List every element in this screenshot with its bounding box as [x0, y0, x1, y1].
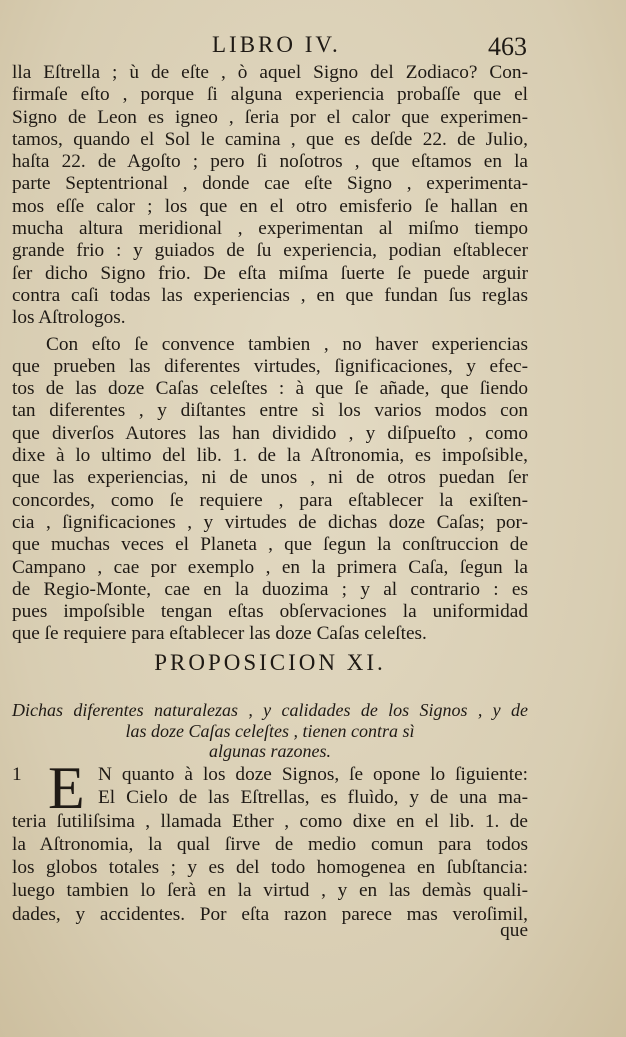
text-line: Dichas diferentes naturalezas , y calidades de los Signos , y de — [12, 700, 528, 720]
section-1 — [12, 755, 528, 926]
text-line: cia , ſignificaciones , y virtudes de dichas doze Caſas; por- — [12, 511, 528, 533]
proposition-summary — [12, 700, 528, 762]
text-line: dixe à lo ultimo del lib. 1. de la Aſtronomia, es impoſsible, — [12, 445, 528, 467]
text-line: tan diferentes , y diſtantes entre sì los varios modos con — [12, 400, 528, 422]
text-line: la Aſtronomia, la qual ſirve de medio comun para todos — [12, 833, 528, 855]
text-line: Con eſto ſe convence tambien , no haver experiencias — [46, 333, 528, 355]
text-line: contra caſi todas las experiencias , en que fundan ſus reglas — [12, 284, 528, 306]
text-line: que ſe requiere para eſtablecer las doze Caſas celeſtes. — [12, 623, 427, 645]
text-line: tamos, quando el Sol le camina , que es deſde 22. de Julio, — [12, 128, 528, 150]
text-line: tos de las doze Caſas celeſtes : à que ſe añade, que ſiendo — [12, 378, 528, 400]
text-line: algunas razones. — [208, 741, 331, 761]
text-line: firmaſe eſto , porque ſi alguna experiencia probaſſe que el — [12, 84, 528, 106]
text-line: parte Septentrional , donde cae eſte Signo , experimenta- — [12, 173, 528, 195]
section-text — [12, 755, 528, 926]
drop-cap: E — [48, 755, 85, 821]
text-line: los Aſtrologos. — [12, 307, 126, 329]
text-line: mucha altura meridional , experimentan al miſmo tiempo — [12, 218, 528, 240]
text-line: N quanto à los doze Signos, ſe opone lo ſiguiente: — [98, 764, 528, 785]
text-line: ſer dicho Signo frio. De eſta miſma ſuerte ſe puede arguir — [12, 262, 528, 284]
section-number: 1 — [12, 764, 22, 785]
text-line: teria ſutiliſsima , llamada Ether , como dixe en el lib. 1. de — [12, 810, 528, 832]
proposition-heading: PROPOSICION XI. — [154, 650, 386, 675]
page-number: 463 — [488, 32, 527, 61]
text-line: que muchas veces el Planeta , que ſegun la conſtruccion de — [12, 534, 528, 556]
running-head: LIBRO IV. — [212, 32, 341, 57]
text-line: haſta 22. de Agoſto ; pero ſi noſotros , que eſtamos en la — [12, 151, 528, 173]
text-line: las doze Caſas celeſtes , tienen contra sì — [125, 720, 415, 741]
text-line: Campano , cae por exemplo , en la primera Caſa, ſegun la — [12, 556, 528, 578]
paragraph-1 — [12, 62, 528, 330]
text-line: El Cielo de las Eſtrellas, es fluìdo, y de una ma- — [98, 787, 528, 809]
text-line: luego tambien lo ſerà en la virtud , y en las demàs quali- — [12, 880, 528, 902]
text-line: dades, y accidentes. Por eſta razon parece mas veroſimil, — [12, 903, 528, 925]
text-line: que las experiencias, ni de unos , ni de otros puedan ſer — [12, 467, 528, 489]
text-line: mos eſſe calor ; los que en el otro emisferio ſe hallan en — [12, 195, 528, 217]
paragraph-2 — [12, 334, 528, 646]
page-header — [12, 32, 527, 66]
text-line: de Regio-Monte, cae en la duozima ; y al contrario : es — [12, 578, 528, 600]
text-line: que prueben las diferentes virtudes, ſignificaciones, y efec- — [12, 355, 528, 377]
text-line: los globos totales ; y es del todo homogenea en ſubſtancia: — [12, 857, 528, 879]
body-text — [12, 62, 528, 646]
text-line: pues impoſsible tengan eſtas obſervaciones la uniformidad — [12, 601, 528, 623]
text-line: que diverſos Autores las han dividido , y diſpueſto , como — [12, 422, 528, 444]
text-line: concordes, como ſe requiere , para eſtablecer la exiſten- — [12, 489, 528, 511]
text-line: lla Eſtrella ; ù de eſte , ò aquel Signo del Zodiaco? Con- — [12, 62, 528, 83]
text-line: grande frio : y guiados de ſu experiencia, podian eſtablecer — [12, 240, 528, 262]
catchword: que — [500, 920, 528, 941]
text-line: Signo de Leon es igneo , ſeria por el calor que experimen- — [12, 106, 528, 128]
